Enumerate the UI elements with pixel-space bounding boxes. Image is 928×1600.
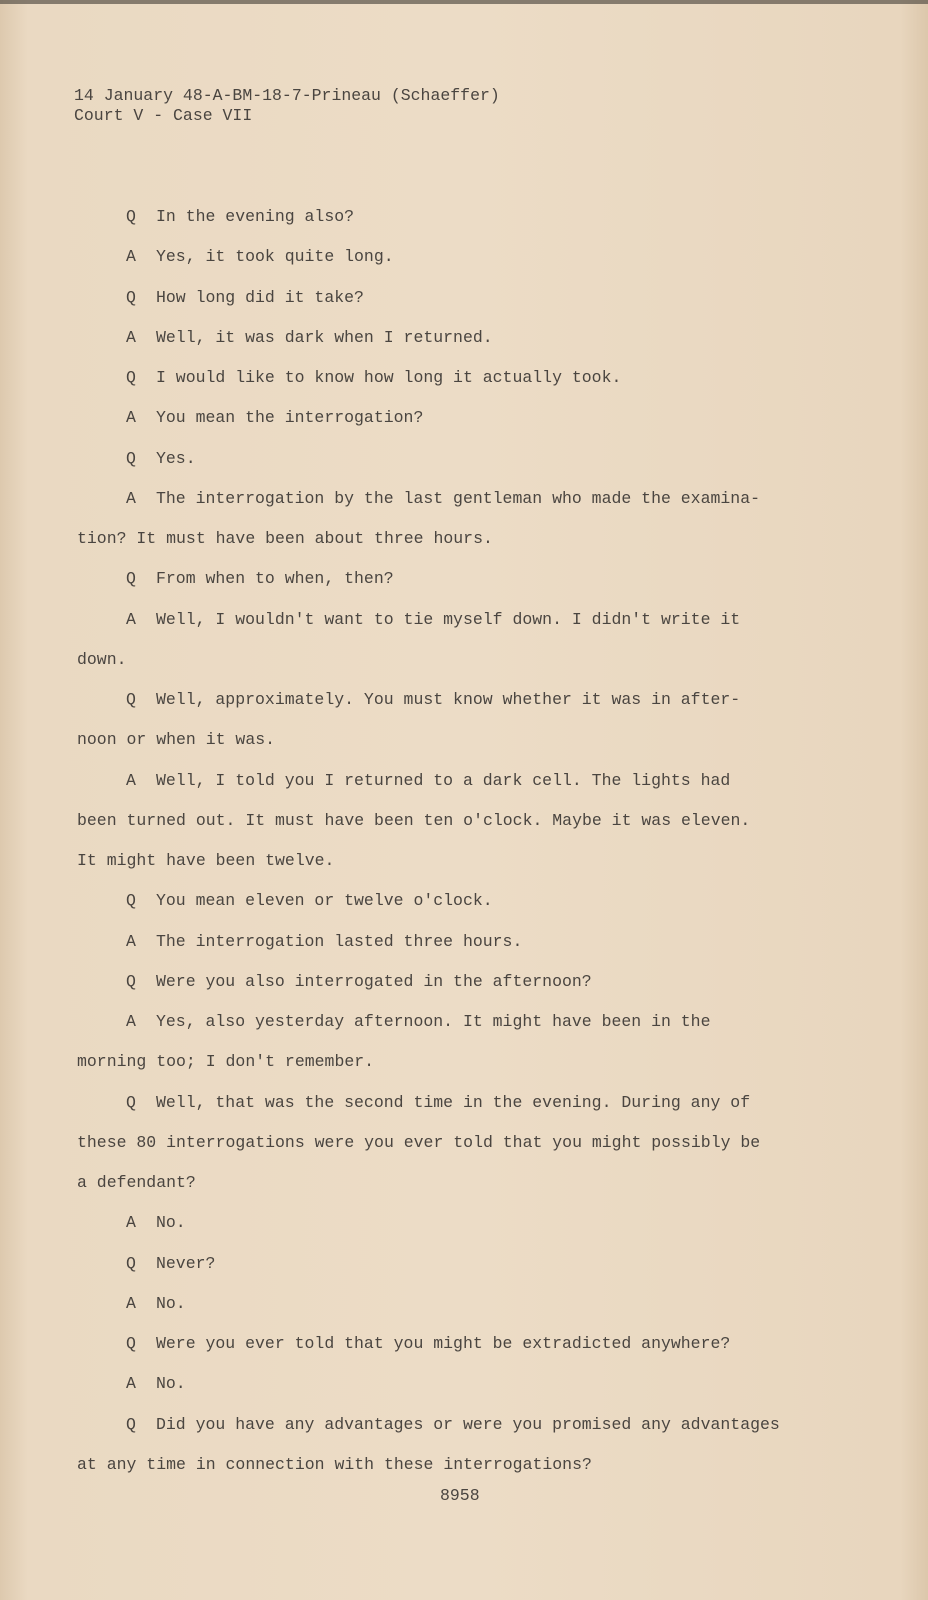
transcript-line: No.	[156, 1374, 186, 1394]
speaker-label: A	[126, 1293, 136, 1313]
speaker-label: Q	[126, 569, 136, 589]
transcript-line: No.	[156, 1213, 186, 1233]
transcript-line: Well, I told you I returned to a dark cell. The lights had	[156, 770, 731, 790]
speaker-label: A	[126, 1374, 136, 1394]
transcript-line: morning too; I don't remember.	[77, 1052, 375, 1072]
transcript-line: Well, approximately. You must know whether it was in after-	[156, 690, 741, 709]
speaker-label: Q	[126, 891, 136, 911]
transcript-line: You mean eleven or twelve o'clock.	[156, 891, 493, 911]
transcript-line: It might have been twelve.	[77, 851, 335, 870]
transcript-line: a defendant?	[77, 1173, 196, 1192]
transcript-line: been turned out. It must have been ten o'clock. Maybe it was eleven.	[77, 810, 751, 830]
page-number: 8958	[440, 1486, 480, 1505]
transcript-line: Yes, also yesterday afternoon. It might have been in the	[156, 1012, 711, 1031]
speaker-label: Q	[126, 368, 136, 387]
transcript-line: You mean the interrogation?	[156, 408, 424, 428]
speaker-label: Q	[126, 287, 136, 307]
transcript-line: Well, that was the second time in the evening. During any of	[156, 1092, 751, 1112]
transcript-line: In the evening also?	[156, 207, 355, 226]
transcript-line: Did you have any advantages or were you promised any advantages	[156, 1414, 780, 1434]
header-line-2: Court V - Case VII	[74, 106, 253, 125]
transcript-line: down.	[77, 649, 127, 669]
transcript-line: noon or when it was.	[77, 730, 276, 750]
transcript-line: Well, it was dark when I returned.	[156, 327, 493, 347]
page-edge	[0, 0, 928, 4]
transcript-line: The interrogation by the last gentleman who made the examina-	[156, 488, 760, 508]
transcript-line: Yes, it took quite long.	[156, 247, 394, 267]
transcript-line: I would like to know how long it actually took.	[156, 368, 622, 387]
header-line-1: 14 January 48-A-BM-18-7-Prineau (Schaeffer)	[74, 86, 500, 105]
speaker-label: Q	[126, 1092, 136, 1112]
transcript-line: No.	[156, 1293, 186, 1313]
speaker-label: Q	[126, 207, 136, 226]
transcript-line: The interrogation lasted three hours.	[156, 931, 523, 951]
speaker-label: Q	[126, 1253, 136, 1273]
speaker-label: Q	[126, 971, 136, 991]
speaker-label: Q	[126, 1414, 136, 1434]
speaker-label: A	[126, 770, 136, 790]
speaker-label: A	[126, 408, 136, 428]
speaker-label: A	[126, 1012, 136, 1031]
transcript-line: Were you also interrogated in the afternoon?	[156, 971, 592, 991]
speaker-label: A	[126, 488, 136, 508]
transcript-line: tion? It must have been about three hours.	[77, 529, 493, 548]
transcript-line: Yes.	[156, 448, 196, 468]
transcript-line: at any time in connection with these interrogations?	[77, 1454, 592, 1474]
speaker-label: A	[126, 327, 136, 347]
speaker-label: A	[126, 1213, 136, 1233]
transcript-line: From when to when, then?	[156, 569, 394, 589]
speaker-label: A	[126, 931, 136, 951]
speaker-label: Q	[126, 1334, 136, 1353]
speaker-label: Q	[126, 448, 136, 468]
speaker-label: A	[126, 247, 136, 267]
transcript-line: these 80 interrogations were you ever told that you might possibly be	[77, 1132, 761, 1152]
transcript-line: Well, I wouldn't want to tie myself down. I didn't write it	[156, 609, 741, 629]
transcript-line: Never?	[156, 1253, 216, 1273]
transcript-line: Were you ever told that you might be extradicted anywhere?	[156, 1334, 731, 1353]
speaker-label: Q	[126, 690, 136, 709]
transcript-line: How long did it take?	[156, 287, 364, 307]
speaker-label: A	[126, 609, 136, 629]
